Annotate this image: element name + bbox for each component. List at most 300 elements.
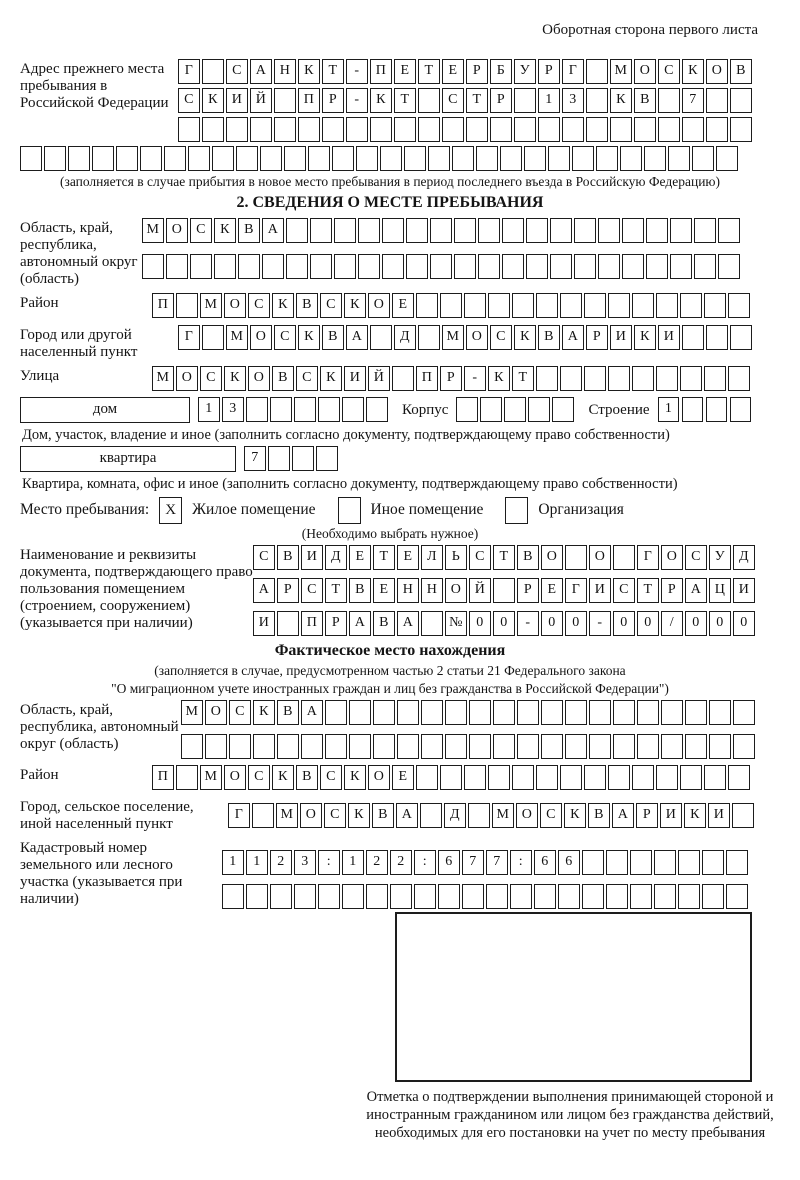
char-cell: С [253,545,275,570]
document-cells-row-2 [253,578,757,604]
char-cell: О [300,803,322,828]
city-label: Город или другой населенный пункт [20,327,138,360]
char-cell: М [152,366,174,391]
char-cell [728,366,750,391]
char-cell [454,218,476,243]
char-cell: 7 [486,850,508,875]
char-cell [668,146,690,171]
char-cell [586,59,608,84]
char-cell: К [682,59,704,84]
region-cells-row-1 [142,218,742,244]
char-cell [176,765,198,790]
char-cell [646,218,668,243]
char-cell [622,254,644,279]
char-cell [222,884,244,909]
char-cell: О [368,293,390,318]
char-cell: Е [394,59,416,84]
char-cell: К [514,325,536,350]
house-number-cells [198,397,390,423]
char-cell: 0 [709,611,731,636]
char-cell: С [178,88,200,113]
char-cell [370,117,392,142]
char-cell [466,117,488,142]
char-cell [406,218,428,243]
char-cell [504,397,526,422]
char-cell: П [152,293,174,318]
char-cell [469,700,491,725]
char-cell [541,734,563,759]
cadastral-cells-row-2 [222,884,750,910]
actual-region-row [20,700,760,760]
char-cell [260,146,282,171]
char-cell: В [372,803,394,828]
char-cell: К [298,59,320,84]
char-cell [440,293,462,318]
char-cell [558,884,580,909]
char-cell: П [301,611,323,636]
char-cell: И [589,578,611,603]
apartment-box-label: квартира [99,450,157,466]
char-cell: Й [368,366,390,391]
region-cells-column [142,218,742,280]
char-cell: С [301,578,323,603]
prev-address-overflow-cells [20,146,760,172]
char-cell [730,397,752,422]
actual-region-cells-row-2 [181,734,757,760]
char-cell [512,293,534,318]
actual-city-row [20,797,760,833]
char-cell [452,146,474,171]
char-cell: 7 [682,88,704,113]
char-cell [238,254,260,279]
char-cell: О [176,366,198,391]
street-label: Улица [20,368,60,384]
char-cell [637,700,659,725]
actual-location-title: Фактическое место нахождения [274,642,506,659]
char-cell [704,765,726,790]
char-cell: А [262,218,284,243]
char-cell [584,366,606,391]
char-cell [565,700,587,725]
char-cell [656,366,678,391]
char-cell [252,803,274,828]
char-cell: М [276,803,298,828]
char-cell [286,218,308,243]
char-cell [678,850,700,875]
cadastral-cells-row-1 [222,850,750,876]
char-cell [318,397,340,422]
char-cell: Г [178,59,200,84]
char-cell: У [514,59,536,84]
char-cell [709,700,731,725]
char-cell: : [414,850,436,875]
char-cell: 0 [613,611,635,636]
char-cell [502,254,524,279]
char-cell [176,293,198,318]
char-cell [420,803,442,828]
char-cell: 1 [198,397,220,422]
char-cell [349,700,371,725]
char-cell: К [344,765,366,790]
korpus-cells [456,397,576,423]
char-cell: Е [373,578,395,603]
char-cell [680,765,702,790]
char-cell: 6 [558,850,580,875]
char-cell [584,293,606,318]
document-label: Наименование и реквизиты документа, подтверждающего право пользования помещением (строением, сооружением) (указывается при наличии) [20,547,253,631]
char-cell: Т [493,545,515,570]
char-cell [274,117,296,142]
char-cell [670,254,692,279]
char-cell: М [492,803,514,828]
char-cell: 6 [534,850,556,875]
char-cell: Р [277,578,299,603]
char-cell [44,146,66,171]
char-cell [294,884,316,909]
char-cell: В [517,545,539,570]
house-row [20,397,760,424]
char-cell [536,765,558,790]
char-cell [480,397,502,422]
char-cell: С [658,59,680,84]
char-cell [560,293,582,318]
char-cell: Д [325,545,347,570]
prev-address-cells-row-3 [178,117,754,143]
char-cell: К [298,325,320,350]
char-cell: О [589,545,611,570]
char-cell: - [517,611,539,636]
char-cell [366,397,388,422]
char-cell [589,734,611,759]
char-cell [294,397,316,422]
char-cell: Р [636,803,658,828]
char-cell [589,700,611,725]
char-cell [622,218,644,243]
char-cell [454,254,476,279]
stroenie-cells [658,397,754,423]
house-box [20,397,190,423]
char-cell [370,325,392,350]
char-cell [349,734,371,759]
char-cell: Й [469,578,491,603]
char-cell [644,146,666,171]
prev-address-row [20,59,760,146]
char-cell [406,254,428,279]
char-cell: Р [538,59,560,84]
district-label: Район [20,295,59,311]
char-cell [390,884,412,909]
street-cells [152,366,752,392]
char-cell [284,146,306,171]
char-cell [730,88,752,113]
char-cell [286,254,308,279]
char-cell: С [490,325,512,350]
char-cell [634,117,656,142]
char-cell: В [538,325,560,350]
char-cell [445,700,467,725]
char-cell: М [610,59,632,84]
char-cell: А [397,611,419,636]
char-cell [606,850,628,875]
char-cell: Н [421,578,443,603]
char-cell [682,325,704,350]
char-cell: О [706,59,728,84]
char-cell: В [373,611,395,636]
actual-city-label: Город, сельское поселение, иной населенный пункт [20,799,194,832]
char-cell [456,397,478,422]
char-cell: И [708,803,730,828]
char-cell [574,218,596,243]
actual-district-cells [152,765,752,791]
char-cell: 1 [342,850,364,875]
char-cell [438,884,460,909]
char-cell: С [229,700,251,725]
char-cell: А [253,578,275,603]
char-cell: С [320,293,342,318]
prev-address-label: Адрес прежнего места пребывания в Российской Федерации [20,61,169,111]
char-cell: К [684,803,706,828]
char-cell [704,366,726,391]
char-cell: Е [397,545,419,570]
char-cell: И [253,611,275,636]
char-cell [514,117,536,142]
char-cell [430,254,452,279]
char-cell [550,218,572,243]
char-cell [298,117,320,142]
city-row [20,325,760,361]
char-cell: А [396,803,418,828]
char-cell [661,700,683,725]
char-cell: В [349,578,371,603]
char-cell [502,218,524,243]
char-cell: О [661,545,683,570]
char-cell [478,218,500,243]
char-cell [318,884,340,909]
char-cell: О [466,325,488,350]
char-cell [706,117,728,142]
char-cell: Г [637,545,659,570]
char-cell [658,88,680,113]
char-cell: - [346,59,368,84]
char-cell: К [370,88,392,113]
char-cell: О [224,765,246,790]
char-cell [414,884,436,909]
char-cell [730,117,752,142]
char-cell: М [442,325,464,350]
actual-location-note-2: "О миграционном учете иностранных граждан и лиц без гражданства в Российской Федерации") [111,681,669,696]
apartment-caption: Квартира, комната, офис и иное (заполнить согласно документу, подтверждающему право собственности) [22,476,678,492]
char-cell [582,850,604,875]
char-cell [373,700,395,725]
char-cell [654,850,676,875]
char-cell [702,884,724,909]
char-cell [92,146,114,171]
char-cell [630,884,652,909]
char-cell: Р [661,578,683,603]
actual-district-label: Район [20,767,59,783]
region-cells-row-2 [142,254,742,280]
char-cell [440,765,462,790]
char-cell: Г [178,325,200,350]
char-cell [325,700,347,725]
char-cell: 0 [733,611,755,636]
char-cell [445,734,467,759]
char-cell [205,734,227,759]
char-cell: В [322,325,344,350]
char-cell [476,146,498,171]
char-cell [356,146,378,171]
char-cell [164,146,186,171]
char-cell: К [610,88,632,113]
char-cell [726,850,748,875]
char-cell: К [320,366,342,391]
option-other-premises-label: Иное помещение [370,501,484,518]
char-cell: Т [466,88,488,113]
char-cell: В [277,700,299,725]
char-cell [442,117,464,142]
char-cell [730,325,752,350]
actual-region-cells-row-1 [181,700,757,726]
char-cell: К [272,293,294,318]
char-cell [685,700,707,725]
char-cell [706,325,728,350]
char-cell: Т [325,578,347,603]
char-cell [680,293,702,318]
char-cell: И [301,545,323,570]
char-cell [733,700,755,725]
char-cell [404,146,426,171]
char-cell [246,884,268,909]
char-cell [632,366,654,391]
stay-type-note: (Необходимо выбрать нужное) [301,526,479,541]
document-cells-column [253,545,757,637]
char-cell [178,117,200,142]
char-cell: Д [733,545,755,570]
char-cell: О [541,545,563,570]
char-cell [608,293,630,318]
char-cell [268,446,290,471]
char-cell: К [488,366,510,391]
char-cell [382,254,404,279]
checkbox-organization [505,497,528,524]
char-cell: Р [517,578,539,603]
char-cell: В [730,59,752,84]
char-cell: В [272,366,294,391]
char-cell [488,293,510,318]
char-cell: К [253,700,275,725]
char-cell [493,578,515,603]
char-cell: Т [373,545,395,570]
char-cell: К [272,765,294,790]
char-cell: Т [637,578,659,603]
char-cell: У [709,545,731,570]
document-cells-row-3 [253,611,757,637]
char-cell [116,146,138,171]
korpus-label: Корпус [402,402,449,418]
char-cell: Е [392,293,414,318]
char-cell [277,734,299,759]
char-cell: Т [394,88,416,113]
char-cell [490,117,512,142]
char-cell: А [562,325,584,350]
char-cell [421,611,443,636]
char-cell [680,366,702,391]
char-cell: Г [228,803,250,828]
char-cell: С [226,59,248,84]
char-cell [202,325,224,350]
document-cells-row-1 [253,545,757,571]
char-cell: А [349,611,371,636]
char-cell: Т [418,59,440,84]
char-cell: 3 [294,850,316,875]
char-cell [630,850,652,875]
char-cell [202,59,224,84]
prev-address-note: (заполняется в случае прибытия в новое место пребывания в период последнего въезда в Российскую Федерацию) [59,174,721,189]
option-organization-label: Организация [538,501,624,518]
char-cell: Г [562,59,584,84]
char-cell [517,734,539,759]
char-cell [706,88,728,113]
char-cell: 3 [222,397,244,422]
char-cell [709,734,731,759]
char-cell [332,146,354,171]
char-cell [166,254,188,279]
char-cell [510,884,532,909]
char-cell: Ь [445,545,467,570]
char-cell: М [200,293,222,318]
char-cell [598,254,620,279]
char-cell [250,117,272,142]
char-cell [301,734,323,759]
char-cell [678,884,700,909]
char-cell [358,218,380,243]
page-header: Оборотная сторона первого листа [542,22,758,38]
char-cell [229,734,251,759]
stay-type-row [20,496,760,524]
char-cell: 6 [438,850,460,875]
char-cell [246,397,268,422]
char-cell: Б [490,59,512,84]
char-cell: В [634,88,656,113]
char-cell: 1 [222,850,244,875]
char-cell: / [661,611,683,636]
char-cell: 2 [270,850,292,875]
char-cell: С [324,803,346,828]
cadastral-row [20,838,760,910]
char-cell: С [248,765,270,790]
char-cell: Н [274,59,296,84]
char-cell: С [469,545,491,570]
char-cell: О [224,293,246,318]
char-cell: К [214,218,236,243]
char-cell: П [298,88,320,113]
char-cell [716,146,738,171]
char-cell [486,884,508,909]
char-cell: - [589,611,611,636]
option-residential-label: Жилое помещение [192,501,316,518]
char-cell: 7 [462,850,484,875]
char-cell [262,254,284,279]
char-cell [421,700,443,725]
city-cells [178,325,754,351]
char-cell: Р [490,88,512,113]
char-cell [140,146,162,171]
char-cell [728,765,750,790]
char-cell: Р [322,88,344,113]
section2-title: 2. СВЕДЕНИЯ О МЕСТЕ ПРЕБЫВАНИЯ [236,194,544,211]
char-cell [526,254,548,279]
char-cell [342,884,364,909]
